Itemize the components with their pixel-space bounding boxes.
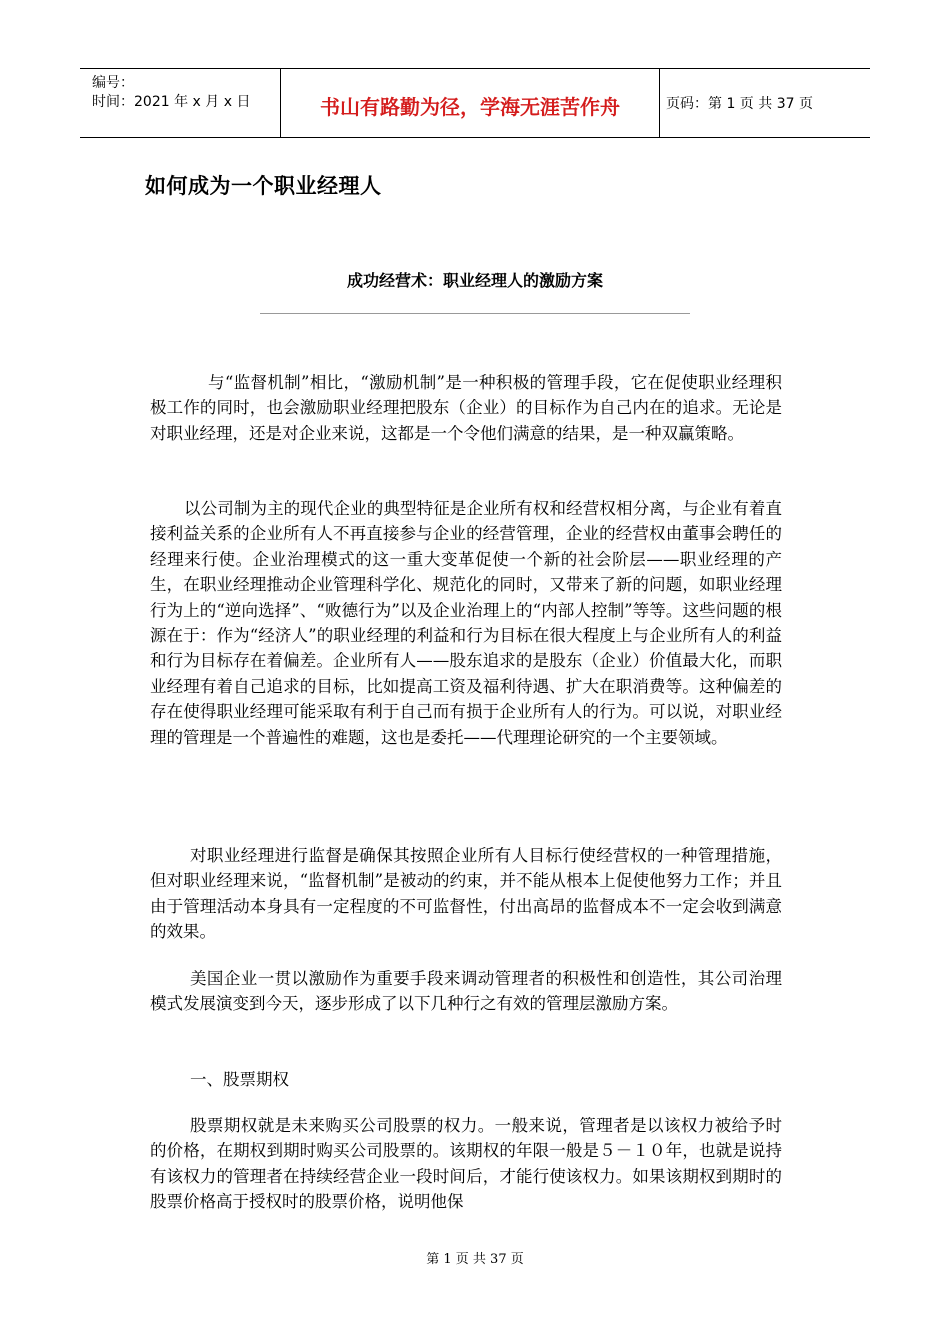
header-page-cell bbox=[660, 69, 870, 137]
paragraph-4: 美国企业一贯以激励作为重要手段来调动管理者的积极性和创造性，其公司治理模式发展演变到今天，逐步形成了以下几种行之有效的管理层激励方案。 bbox=[150, 969, 782, 1014]
header-page-info: 页码：第 1 页 共 37 页 bbox=[666, 96, 813, 112]
header-motto-cell bbox=[281, 69, 660, 137]
subtitle-divider bbox=[260, 313, 690, 314]
header-meta-cell bbox=[80, 69, 281, 137]
paragraph-5: 股票期权就是未来购买公司股票的权力。一般来说，管理者是以该权力被给予时的价格，在期权到期时购买公司股票的。该期权的年限一般是５－１０年，也就是说持有该权力的管理者在持续经营企业一段时间后，才能行使该权力。如果该期权到期时的股票价格高于授权时的股票价格，说明他保 bbox=[150, 1116, 782, 1212]
header-number-label: 编号： bbox=[92, 75, 134, 91]
paragraph-2: 以公司制为主的现代企业的典型特征是企业所有权和经营权相分离，与企业有着直接利益关系的企业所有人不再直接参与企业的经营管理，企业的经营权由董事会聘任的经理来行使。企业治理模式的这一重大变革促使一个新的社会阶层——职业经理的产生，在职业经理推动企业管理科学化、规范化的同时，又带来了新的问题，如职业经理行为上的“逆向选择”、“败德行为”以及企业治理上的“内部人控制”等等。这些问题的根源在于：作为“经济人”的职业经理的利益和行为目标在很大程度上与企业所有人的利益和行为目标存在着偏差。企业所有人——股东追求的是股东（企业）价值最大化，而职业经理有着自己追求的目标，比如提高工资及福利待遇、扩大在职消费等。这种偏差的存在使得职业经理可能采取有利于自己而有损于企业所有人的行为。可以说，对职业经理的管理是一个普遍性的难题，这也是委托——代理理论研究的一个主要领域。 bbox=[150, 499, 782, 747]
header-date: 时间：2021 年 x 月 x 日 bbox=[92, 94, 251, 110]
page-footer: 第 1 页 共 37 页 bbox=[426, 1252, 524, 1267]
paragraph-1: 与“监督机制”相比，“激励机制”是一种积极的管理手段，它在促使职业经理积极工作的同时，也会激励职业经理把股东（企业）的目标作为自己内在的追求。无论是对职业经理，还是对企业来说，这都是一个令他们满意的结果，是一种双赢策略。 bbox=[150, 373, 782, 443]
header-motto: 书山有路勤为径，学海无涯苦作舟 bbox=[320, 94, 620, 119]
section-heading-stock-options: 一、股票期权 bbox=[190, 1070, 289, 1089]
paragraph-3: 对职业经理进行监督是确保其按照企业所有人目标行使经营权的一种管理措施，但对职业经理来说，“监督机制”是被动的约束，并不能从根本上促使他努力工作；并且由于管理活动本身具有一定程度的不可监督性，付出高昂的监督成本不一定会收到满意的效果。 bbox=[150, 846, 782, 942]
document-header-table bbox=[80, 68, 870, 138]
document-subtitle: 成功经营术：职业经理人的激励方案 bbox=[346, 271, 603, 290]
document-title: 如何成为一个职业经理人 bbox=[145, 174, 382, 198]
